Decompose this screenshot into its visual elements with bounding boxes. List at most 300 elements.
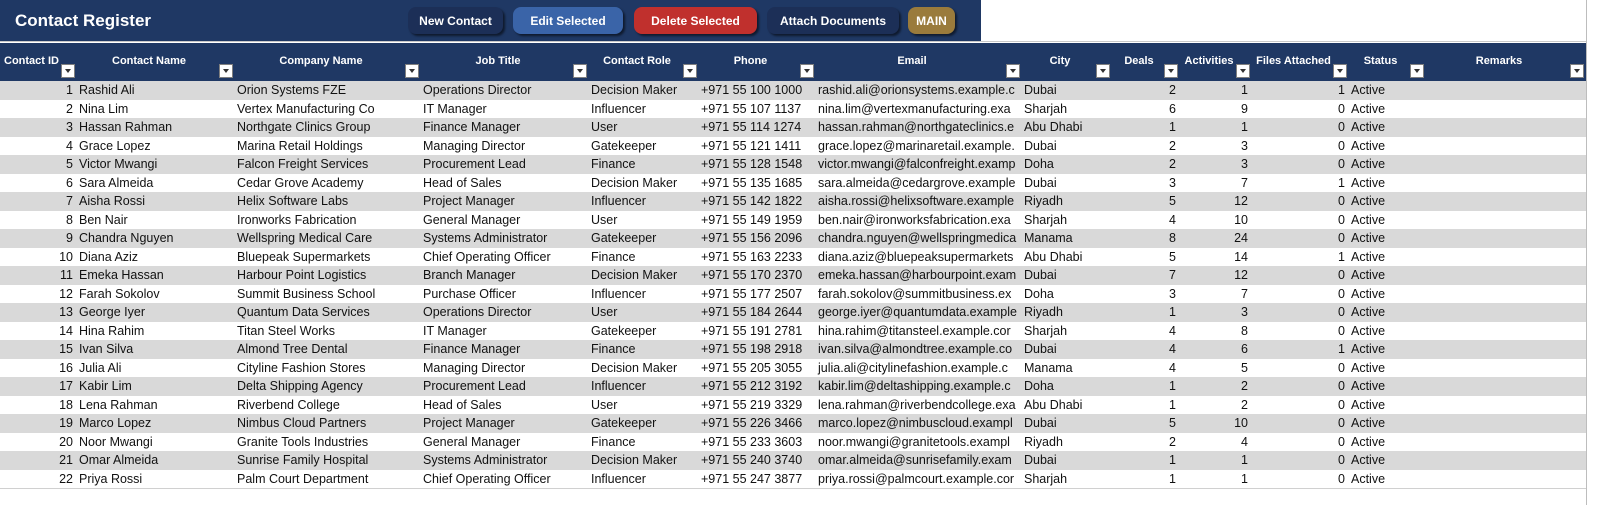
cell-city[interactable]: Manama — [1024, 231, 1073, 245]
cell-contact-name[interactable]: Aisha Rossi — [79, 194, 145, 208]
cell-contact-name[interactable]: Marco Lopez — [79, 416, 152, 430]
cell-contact-id[interactable]: 8 — [66, 212, 73, 227]
cell-phone[interactable]: +971 55 191 2781 — [701, 323, 803, 338]
edit-selected-button[interactable]: Edit Selected — [513, 7, 623, 34]
table-row[interactable] — [0, 285, 1586, 304]
cell-job-title[interactable]: Head of Sales — [423, 175, 502, 190]
new-contact-button[interactable]: New Contact — [408, 7, 503, 34]
cell-phone[interactable]: +971 55 247 3877 — [701, 471, 803, 486]
cell-city[interactable]: Riyadh — [1024, 434, 1063, 449]
cell-job-title[interactable]: Operations Director — [423, 305, 532, 319]
cell-company-name[interactable]: Helix Software Labs — [237, 194, 349, 208]
cell-email[interactable]: omar.almeida@sunrisefamily.exam — [818, 453, 1012, 467]
cell-remarks[interactable] — [1426, 137, 1586, 156]
cell-contact-name[interactable]: Omar Almeida — [79, 453, 159, 467]
table-row[interactable] — [0, 174, 1586, 193]
cell-city[interactable]: Dubai — [1024, 138, 1057, 153]
cell-status[interactable]: Active — [1351, 323, 1386, 338]
cell-phone[interactable]: +971 55 121 1411 — [701, 138, 802, 153]
cell-email[interactable]: ivan.silva@almondtree.example.co — [818, 342, 1013, 356]
column-header-city[interactable] — [1022, 43, 1112, 81]
cell-remarks[interactable] — [1426, 100, 1586, 119]
cell-contact-id[interactable]: 7 — [66, 194, 73, 208]
cell-city[interactable]: Dubai — [1024, 175, 1057, 190]
cell-files-attached[interactable]: 0 — [1338, 434, 1345, 449]
cell-contact-name[interactable]: Diana Aziz — [79, 249, 139, 264]
cell-contact-id[interactable]: 21 — [59, 453, 73, 467]
cell-activities[interactable]: 10 — [1234, 416, 1248, 430]
cell-activities[interactable]: 8 — [1241, 323, 1248, 338]
cell-company-name[interactable]: Quantum Data Services — [237, 305, 370, 319]
cell-remarks[interactable] — [1426, 340, 1586, 359]
cell-job-title[interactable]: Chief Operating Officer — [423, 471, 551, 486]
cell-remarks[interactable] — [1426, 396, 1586, 415]
cell-status[interactable]: Active — [1351, 212, 1386, 227]
filter-dropdown-icon[interactable] — [405, 64, 419, 78]
table-row[interactable] — [0, 322, 1586, 341]
cell-contact-name[interactable]: Nina Lim — [79, 101, 129, 116]
cell-deals[interactable]: 3 — [1169, 286, 1176, 301]
cell-contact-name[interactable]: Victor Mwangi — [79, 157, 158, 171]
cell-city[interactable]: Abu Dhabi — [1024, 120, 1083, 134]
cell-contact-role[interactable]: User — [591, 120, 618, 134]
cell-status[interactable]: Active — [1351, 471, 1386, 486]
cell-contact-id[interactable]: 10 — [59, 249, 73, 264]
table-row[interactable] — [0, 340, 1586, 359]
cell-files-attached[interactable]: 0 — [1338, 397, 1345, 412]
cell-files-attached[interactable]: 0 — [1338, 212, 1345, 227]
cell-phone[interactable]: +971 55 142 1822 — [701, 194, 803, 208]
table-row[interactable] — [0, 451, 1586, 470]
cell-remarks[interactable] — [1426, 174, 1586, 193]
cell-deals[interactable]: 3 — [1169, 175, 1176, 190]
cell-remarks[interactable] — [1426, 377, 1586, 396]
cell-remarks[interactable] — [1426, 303, 1586, 322]
cell-files-attached[interactable]: 0 — [1338, 379, 1345, 393]
cell-contact-name[interactable]: George Iyer — [79, 305, 146, 319]
cell-contact-id[interactable]: 17 — [59, 379, 73, 393]
cell-remarks[interactable] — [1426, 266, 1586, 285]
cell-phone[interactable]: +971 55 114 1274 — [701, 120, 802, 134]
table-row[interactable] — [0, 248, 1586, 267]
cell-remarks[interactable] — [1426, 433, 1586, 452]
cell-contact-role[interactable]: Finance — [591, 434, 636, 449]
cell-contact-role[interactable]: User — [591, 305, 618, 319]
cell-job-title[interactable]: Chief Operating Officer — [423, 249, 551, 264]
cell-contact-name[interactable]: Kabir Lim — [79, 379, 132, 393]
cell-remarks[interactable] — [1426, 285, 1586, 304]
cell-contact-role[interactable]: Finance — [591, 157, 636, 171]
cell-files-attached[interactable]: 0 — [1338, 305, 1345, 319]
cell-files-attached[interactable]: 0 — [1338, 138, 1345, 153]
cell-phone[interactable]: +971 55 205 3055 — [701, 360, 803, 375]
cell-status[interactable]: Active — [1351, 268, 1386, 282]
table-row[interactable] — [0, 192, 1586, 211]
cell-city[interactable]: Sharjah — [1024, 471, 1068, 486]
cell-email[interactable]: marco.lopez@nimbuscloud.exampl — [818, 416, 1013, 430]
cell-files-attached[interactable]: 0 — [1338, 194, 1345, 208]
cell-status[interactable]: Active — [1351, 416, 1386, 430]
cell-activities[interactable]: 2 — [1241, 397, 1248, 412]
cell-status[interactable]: Active — [1351, 342, 1386, 356]
column-header-company-name[interactable] — [235, 43, 421, 81]
cell-job-title[interactable]: IT Manager — [423, 101, 487, 116]
cell-files-attached[interactable]: 0 — [1338, 120, 1345, 134]
table-row[interactable] — [0, 266, 1586, 285]
cell-files-attached[interactable]: 0 — [1338, 323, 1345, 338]
cell-contact-role[interactable]: Influencer — [591, 471, 646, 486]
cell-status[interactable]: Active — [1351, 138, 1386, 153]
table-row[interactable] — [0, 155, 1586, 174]
cell-job-title[interactable]: Managing Director — [423, 360, 526, 375]
column-header-contact-name[interactable] — [77, 43, 235, 81]
table-row[interactable] — [0, 396, 1586, 415]
cell-contact-id[interactable]: 3 — [66, 120, 73, 134]
cell-status[interactable]: Active — [1351, 305, 1386, 319]
cell-contact-name[interactable]: Grace Lopez — [79, 138, 151, 153]
cell-contact-name[interactable]: Hina Rahim — [79, 323, 145, 338]
cell-contact-id[interactable]: 5 — [66, 157, 73, 171]
cell-deals[interactable]: 2 — [1169, 138, 1176, 153]
table-row[interactable] — [0, 470, 1586, 489]
cell-job-title[interactable]: Systems Administrator — [423, 231, 548, 245]
cell-status[interactable]: Active — [1351, 101, 1386, 116]
cell-job-title[interactable]: Procurement Lead — [423, 379, 526, 393]
cell-status[interactable]: Active — [1351, 83, 1386, 97]
table-row[interactable] — [0, 118, 1586, 137]
cell-contact-id[interactable]: 9 — [66, 231, 73, 245]
filter-dropdown-icon[interactable] — [1333, 64, 1347, 78]
cell-deals[interactable]: 5 — [1169, 416, 1176, 430]
cell-contact-role[interactable]: Decision Maker — [591, 360, 678, 375]
cell-company-name[interactable]: Riverbend College — [237, 397, 340, 412]
cell-job-title[interactable]: Purchase Officer — [423, 286, 516, 301]
cell-job-title[interactable]: Systems Administrator — [423, 453, 548, 467]
cell-contact-role[interactable]: Decision Maker — [591, 268, 678, 282]
cell-contact-role[interactable]: Gatekeeper — [591, 416, 657, 430]
cell-city[interactable]: Doha — [1024, 379, 1054, 393]
cell-contact-id[interactable]: 11 — [60, 268, 73, 282]
cell-city[interactable]: Dubai — [1024, 268, 1057, 282]
cell-contact-role[interactable]: Influencer — [591, 379, 646, 393]
cell-city[interactable]: Doha — [1024, 157, 1054, 171]
cell-deals[interactable]: 6 — [1169, 101, 1176, 116]
cell-email[interactable]: aisha.rossi@helixsoftware.example — [818, 194, 1015, 208]
cell-city[interactable]: Abu Dhabi — [1024, 397, 1083, 412]
cell-contact-id[interactable]: 22 — [59, 471, 73, 486]
cell-activities[interactable]: 24 — [1234, 231, 1248, 245]
cell-remarks[interactable] — [1426, 414, 1586, 433]
cell-city[interactable]: Dubai — [1024, 453, 1057, 467]
cell-files-attached[interactable]: 1 — [1338, 342, 1345, 356]
cell-deals[interactable]: 1 — [1169, 379, 1176, 393]
cell-city[interactable]: Sharjah — [1024, 101, 1068, 116]
cell-phone[interactable]: +971 55 128 1548 — [701, 157, 803, 171]
filter-dropdown-icon[interactable] — [1236, 64, 1250, 78]
cell-files-attached[interactable]: 0 — [1338, 360, 1345, 375]
cell-contact-role[interactable]: Influencer — [591, 286, 646, 301]
cell-company-name[interactable]: Delta Shipping Agency — [237, 379, 363, 393]
cell-city[interactable]: Riyadh — [1024, 305, 1063, 319]
cell-deals[interactable]: 5 — [1169, 249, 1176, 264]
cell-email[interactable]: emeka.hassan@harbourpoint.exam — [818, 268, 1017, 282]
cell-contact-id[interactable]: 19 — [59, 416, 73, 430]
cell-company-name[interactable]: Palm Court Department — [237, 471, 369, 486]
cell-status[interactable]: Active — [1351, 194, 1386, 208]
cell-files-attached[interactable]: 0 — [1338, 416, 1345, 430]
cell-deals[interactable]: 1 — [1169, 453, 1176, 467]
cell-activities[interactable]: 10 — [1234, 212, 1248, 227]
cell-contact-id[interactable]: 1 — [66, 83, 73, 97]
cell-contact-role[interactable]: Decision Maker — [591, 83, 678, 97]
filter-dropdown-icon[interactable] — [219, 64, 233, 78]
cell-company-name[interactable]: Orion Systems FZE — [237, 83, 347, 97]
cell-phone[interactable]: +971 55 177 2507 — [701, 286, 803, 301]
cell-contact-role[interactable]: User — [591, 397, 618, 412]
column-header-contact-id[interactable] — [0, 43, 77, 81]
cell-deals[interactable]: 1 — [1169, 305, 1176, 319]
cell-phone[interactable]: +971 55 163 2233 — [701, 249, 803, 264]
cell-phone[interactable]: +971 55 240 3740 — [701, 453, 803, 467]
cell-city[interactable]: Dubai — [1024, 342, 1057, 356]
filter-dropdown-icon[interactable] — [1096, 64, 1110, 78]
table-row[interactable] — [0, 433, 1586, 452]
cell-activities[interactable]: 5 — [1241, 360, 1248, 375]
cell-job-title[interactable]: Project Manager — [423, 416, 515, 430]
cell-contact-role[interactable]: Gatekeeper — [591, 231, 657, 245]
cell-files-attached[interactable]: 1 — [1338, 175, 1345, 190]
cell-files-attached[interactable]: 1 — [1338, 249, 1345, 264]
cell-company-name[interactable]: Titan Steel Works — [237, 323, 335, 338]
cell-job-title[interactable]: Managing Director — [423, 138, 526, 153]
cell-contact-id[interactable]: 20 — [59, 434, 73, 449]
cell-files-attached[interactable]: 0 — [1338, 157, 1345, 171]
cell-company-name[interactable]: Ironworks Fabrication — [237, 212, 357, 227]
cell-city[interactable]: Dubai — [1024, 83, 1057, 97]
cell-job-title[interactable]: Operations Director — [423, 83, 532, 97]
cell-files-attached[interactable]: 0 — [1338, 101, 1345, 116]
cell-company-name[interactable]: Vertex Manufacturing Co — [237, 101, 375, 116]
cell-files-attached[interactable]: 0 — [1338, 286, 1345, 301]
cell-company-name[interactable]: Sunrise Family Hospital — [237, 453, 369, 467]
cell-email[interactable]: ben.nair@ironworksfabrication.exa — [818, 212, 1011, 227]
table-row[interactable] — [0, 377, 1586, 396]
cell-contact-name[interactable]: Chandra Nguyen — [79, 231, 174, 245]
cell-contact-role[interactable]: User — [591, 212, 618, 227]
cell-city[interactable]: Riyadh — [1024, 194, 1063, 208]
cell-city[interactable]: Abu Dhabi — [1024, 249, 1083, 264]
cell-deals[interactable]: 5 — [1169, 194, 1176, 208]
cell-contact-name[interactable]: Farah Sokolov — [79, 286, 160, 301]
filter-dropdown-icon[interactable] — [573, 64, 587, 78]
cell-deals[interactable]: 7 — [1169, 268, 1176, 282]
cell-contact-role[interactable]: Influencer — [591, 101, 646, 116]
cell-company-name[interactable]: Almond Tree Dental — [237, 342, 348, 356]
cell-email[interactable]: kabir.lim@deltashipping.example.c — [818, 379, 1011, 393]
cell-company-name[interactable]: Falcon Freight Services — [237, 157, 369, 171]
cell-status[interactable]: Active — [1351, 120, 1386, 134]
cell-contact-name[interactable]: Rashid Ali — [79, 83, 135, 97]
filter-dropdown-icon[interactable] — [1570, 64, 1584, 78]
table-row[interactable] — [0, 303, 1586, 322]
cell-remarks[interactable] — [1426, 118, 1586, 137]
cell-contact-id[interactable]: 14 — [59, 323, 73, 338]
table-row[interactable] — [0, 229, 1586, 248]
cell-activities[interactable]: 3 — [1241, 305, 1248, 319]
table-row[interactable] — [0, 414, 1586, 433]
cell-remarks[interactable] — [1426, 470, 1586, 489]
cell-job-title[interactable]: Branch Manager — [423, 268, 516, 282]
cell-email[interactable]: chandra.nguyen@wellspringmedica — [818, 231, 1017, 245]
cell-status[interactable]: Active — [1351, 453, 1386, 467]
cell-files-attached[interactable]: 1 — [1338, 83, 1345, 97]
table-row[interactable] — [0, 137, 1586, 156]
cell-company-name[interactable]: Bluepeak Supermarkets — [237, 249, 371, 264]
cell-deals[interactable]: 4 — [1169, 212, 1176, 227]
cell-job-title[interactable]: Project Manager — [423, 194, 515, 208]
column-header-job-title[interactable] — [421, 43, 589, 81]
attach-documents-button[interactable]: Attach Documents — [767, 7, 899, 34]
cell-job-title[interactable]: Procurement Lead — [423, 157, 526, 171]
cell-company-name[interactable]: Cedar Grove Academy — [237, 175, 364, 190]
cell-email[interactable]: diana.aziz@bluepeaksupermarkets — [818, 249, 1014, 264]
cell-phone[interactable]: +971 55 156 2096 — [701, 231, 803, 245]
cell-phone[interactable]: +971 55 170 2370 — [701, 268, 803, 282]
cell-phone[interactable]: +971 55 135 1685 — [701, 175, 803, 190]
cell-activities[interactable]: 12 — [1234, 194, 1248, 208]
cell-email[interactable]: nina.lim@vertexmanufacturing.exa — [818, 101, 1011, 116]
cell-contact-id[interactable]: 4 — [66, 138, 73, 153]
cell-contact-role[interactable]: Gatekeeper — [591, 138, 657, 153]
cell-city[interactable]: Sharjah — [1024, 212, 1068, 227]
filter-dropdown-icon[interactable] — [1006, 64, 1020, 78]
cell-phone[interactable]: +971 55 100 1000 — [701, 83, 803, 97]
cell-remarks[interactable] — [1426, 155, 1586, 174]
cell-files-attached[interactable]: 0 — [1338, 471, 1345, 486]
filter-dropdown-icon[interactable] — [61, 64, 75, 78]
cell-remarks[interactable] — [1426, 248, 1586, 267]
cell-deals[interactable]: 4 — [1169, 342, 1176, 356]
cell-activities[interactable]: 6 — [1241, 342, 1248, 356]
cell-activities[interactable]: 9 — [1241, 101, 1248, 116]
cell-company-name[interactable]: Summit Business School — [237, 286, 376, 301]
filter-dropdown-icon[interactable] — [1164, 64, 1178, 78]
delete-selected-button[interactable]: Delete Selected — [634, 7, 757, 34]
cell-status[interactable]: Active — [1351, 231, 1386, 245]
cell-contact-id[interactable]: 16 — [59, 360, 73, 375]
cell-contact-name[interactable]: Ivan Silva — [79, 342, 134, 356]
cell-activities[interactable]: 14 — [1234, 249, 1248, 264]
cell-files-attached[interactable]: 0 — [1338, 231, 1345, 245]
column-header-email[interactable] — [816, 43, 1022, 81]
cell-activities[interactable]: 7 — [1241, 175, 1248, 190]
cell-phone[interactable]: +971 55 212 3192 — [701, 379, 803, 393]
cell-email[interactable]: hina.rahim@titansteel.example.cor — [818, 323, 1011, 338]
table-row[interactable] — [0, 211, 1586, 230]
cell-status[interactable]: Active — [1351, 360, 1386, 375]
cell-deals[interactable]: 2 — [1169, 434, 1176, 449]
cell-phone[interactable]: +971 55 184 2644 — [701, 305, 803, 319]
cell-job-title[interactable]: Finance Manager — [423, 342, 521, 356]
cell-phone[interactable]: +971 55 219 3329 — [701, 397, 803, 412]
filter-dropdown-icon[interactable] — [683, 64, 697, 78]
cell-phone[interactable]: +971 55 198 2918 — [701, 342, 803, 356]
cell-remarks[interactable] — [1426, 451, 1586, 470]
cell-company-name[interactable]: Harbour Point Logistics — [237, 268, 367, 282]
cell-contact-name[interactable]: Emeka Hassan — [79, 268, 164, 282]
cell-contact-role[interactable]: Finance — [591, 342, 636, 356]
cell-files-attached[interactable]: 0 — [1338, 453, 1345, 467]
cell-contact-role[interactable]: Decision Maker — [591, 175, 678, 190]
cell-job-title[interactable]: IT Manager — [423, 323, 487, 338]
cell-status[interactable]: Active — [1351, 397, 1386, 412]
cell-contact-id[interactable]: 6 — [66, 175, 73, 190]
column-header-status[interactable] — [1349, 43, 1426, 81]
cell-city[interactable]: Doha — [1024, 286, 1054, 301]
cell-activities[interactable]: 3 — [1241, 157, 1248, 171]
cell-status[interactable]: Active — [1351, 379, 1386, 393]
column-header-phone[interactable] — [699, 43, 816, 81]
cell-company-name[interactable]: Granite Tools Industries — [237, 434, 369, 449]
cell-email[interactable]: rashid.ali@orionsystems.example.c — [818, 83, 1015, 97]
cell-status[interactable]: Active — [1351, 434, 1386, 449]
table-row[interactable] — [0, 359, 1586, 378]
cell-activities[interactable]: 12 — [1234, 268, 1248, 282]
cell-remarks[interactable] — [1426, 81, 1586, 100]
cell-email[interactable]: victor.mwangi@falconfreight.examp — [818, 157, 1016, 171]
cell-activities[interactable]: 4 — [1241, 434, 1248, 449]
cell-deals[interactable]: 1 — [1169, 120, 1176, 134]
cell-deals[interactable]: 1 — [1169, 397, 1176, 412]
cell-status[interactable]: Active — [1351, 249, 1386, 264]
cell-company-name[interactable]: Wellspring Medical Care — [237, 231, 373, 245]
cell-email[interactable]: george.iyer@quantumdata.example — [818, 305, 1017, 319]
cell-contact-id[interactable]: 18 — [59, 397, 73, 412]
table-row[interactable] — [0, 100, 1586, 119]
cell-activities[interactable]: 1 — [1241, 471, 1248, 486]
column-header-deals[interactable] — [1112, 43, 1180, 81]
cell-activities[interactable]: 3 — [1241, 138, 1248, 153]
cell-job-title[interactable]: General Manager — [423, 212, 521, 227]
cell-activities[interactable]: 2 — [1241, 379, 1248, 393]
cell-contact-name[interactable]: Ben Nair — [79, 212, 128, 227]
cell-email[interactable]: julia.ali@citylinefashion.example.c — [818, 360, 1008, 375]
cell-email[interactable]: priya.rossi@palmcourt.example.cor — [818, 471, 1015, 486]
column-header-contact-role[interactable] — [589, 43, 699, 81]
cell-contact-id[interactable]: 15 — [59, 342, 73, 356]
cell-contact-name[interactable]: Lena Rahman — [79, 397, 158, 412]
cell-status[interactable]: Active — [1351, 175, 1386, 190]
cell-status[interactable]: Active — [1351, 157, 1386, 171]
cell-activities[interactable]: 1 — [1241, 120, 1248, 134]
cell-contact-role[interactable]: Influencer — [591, 194, 646, 208]
cell-deals[interactable]: 8 — [1169, 231, 1176, 245]
cell-remarks[interactable] — [1426, 359, 1586, 378]
cell-company-name[interactable]: Northgate Clinics Group — [237, 120, 371, 134]
column-header-activities[interactable] — [1180, 43, 1252, 81]
cell-email[interactable]: farah.sokolov@summitbusiness.ex — [818, 286, 1012, 301]
cell-deals[interactable]: 4 — [1169, 323, 1176, 338]
table-row[interactable] — [0, 81, 1586, 100]
cell-company-name[interactable]: Marina Retail Holdings — [237, 138, 363, 153]
filter-dropdown-icon[interactable] — [800, 64, 814, 78]
cell-phone[interactable]: +971 55 233 3603 — [701, 434, 803, 449]
main-button[interactable]: MAIN — [908, 7, 955, 34]
cell-files-attached[interactable]: 0 — [1338, 268, 1345, 282]
cell-activities[interactable]: 7 — [1241, 286, 1248, 301]
cell-deals[interactable]: 2 — [1169, 157, 1176, 171]
cell-email[interactable]: lena.rahman@riverbendcollege.exa — [818, 397, 1016, 412]
